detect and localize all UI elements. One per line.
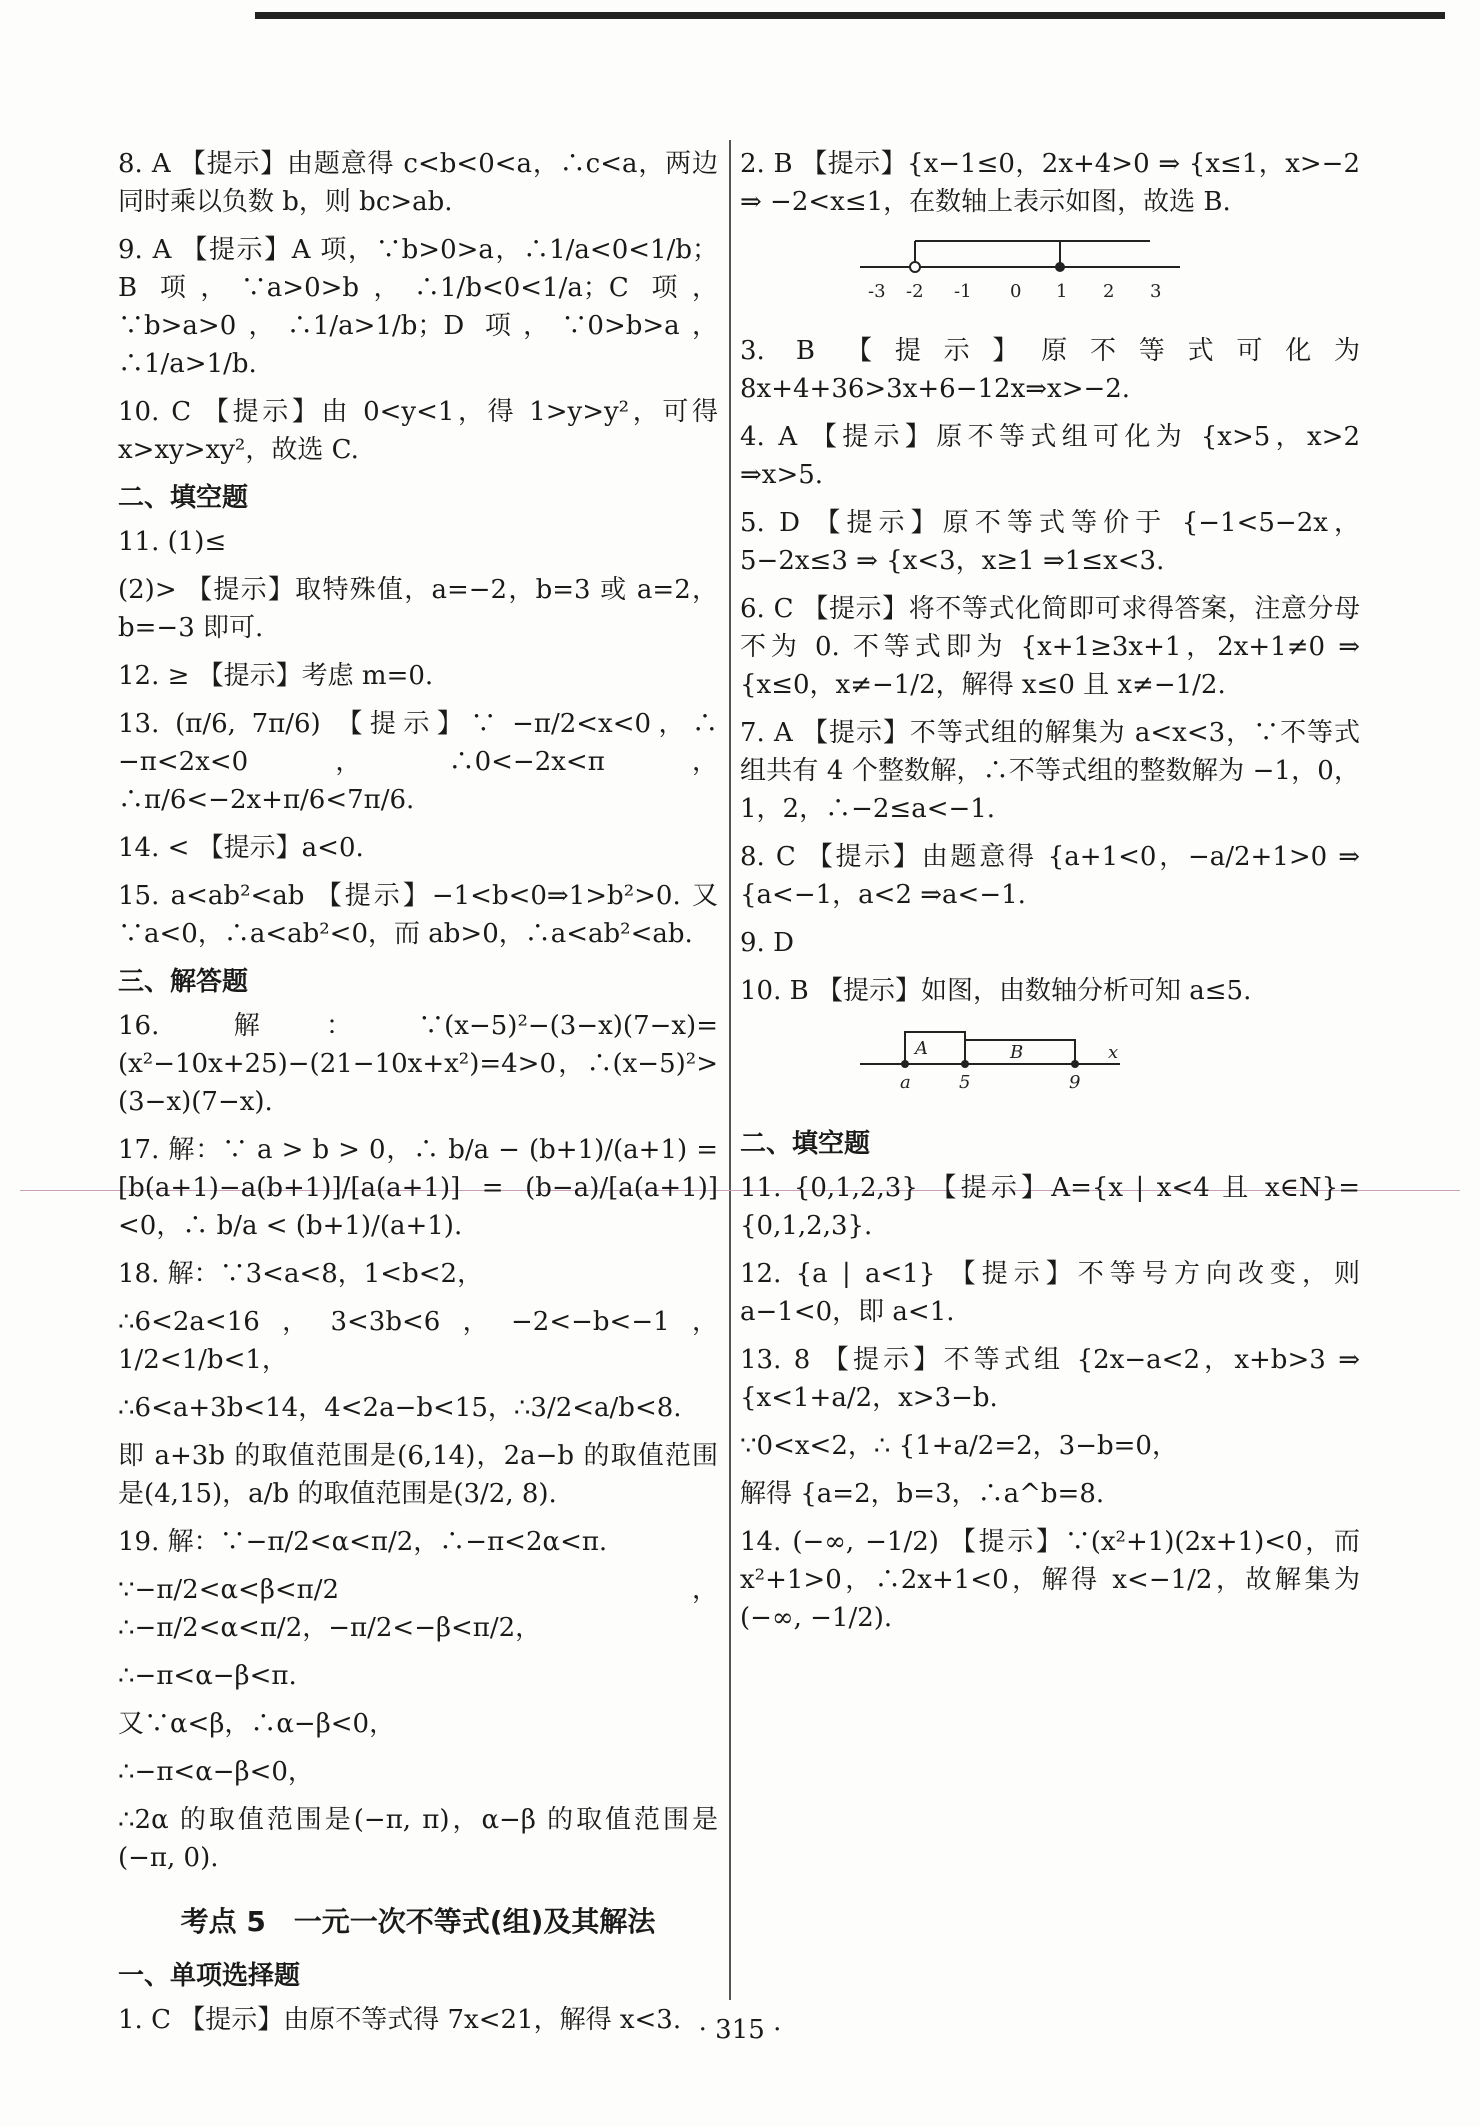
answer-1: 1. C 【提示】由原不等式得 7x<21，解得 x<3.	[118, 2005, 682, 2035]
answer-16: 16. 解：∵(x−5)²−(3−x)(7−x)=(x²−10x+25)−(21−10x+x²)=4>0，∴(x−5)²>(3−x)(7−x).	[118, 1011, 718, 1117]
label-9: 9	[1069, 1072, 1081, 1093]
answer-11a: 11. (1)≤	[118, 527, 227, 557]
answer-14: 14. (−∞, −1/2) 【提示】∵(x²+1)(2x+1)<0，而 x²+1>0，∴2x+1<0，解得 x<−1/2，故解集为(−∞, −1/2).	[740, 1527, 1360, 1633]
answer-18a: 18. 解：∵3<a<8，1<b<2，	[118, 1259, 484, 1289]
answer-9: 9. D	[740, 928, 794, 958]
answer-13c: 解得 {a=2，b=3，∴a^b=8.	[740, 1479, 1105, 1509]
answer-3: 3. B 【提示】原不等式可化为 8x+4+36>3x+6−12x⇒x>−2.	[740, 336, 1360, 404]
open-point	[910, 262, 920, 272]
tick-label: -3	[868, 281, 886, 302]
closed-point	[1055, 262, 1065, 272]
answer-17: 17. 解：∵ a > b > 0，∴ b/a − (b+1)/(a+1) = [b(a+1)−a(b+1)]/[a(a+1)] = (b−a)/[a(a+1)] <0，∴ b/a < (b+1)/(a+1).	[118, 1135, 718, 1241]
tick-label: 2	[1103, 281, 1115, 302]
answer-13: 13. (π/6, 7π/6) 【提示】∵ −π/2<x<0，∴ −π<2x<0，∴0<−2x<π，∴π/6<−2x+π/6<7π/6.	[118, 709, 718, 815]
answer-2: 2. B 【提示】{x−1≤0，2x+4>0 ⇒ {x≤1，x>−2 ⇒ −2<x≤1，在数轴上表示如图，故选 B.	[740, 149, 1360, 217]
answer-19e: ∴−π<α−β<0，	[118, 1757, 314, 1787]
answer-19a: 19. 解：∵−π/2<α<π/2，∴−π<2α<π.	[118, 1527, 608, 1557]
point-5	[961, 1060, 969, 1068]
label-set-a: A	[915, 1038, 928, 1059]
section-solve: 三、解答题	[118, 967, 249, 997]
tick-label: -1	[954, 281, 972, 302]
label-x: x	[1108, 1042, 1119, 1063]
answer-5: 5. D 【提示】原不等式等价于 {−1<5−2x，5−2x≤3 ⇒ {x<3，x≥1 ⇒1≤x<3.	[740, 508, 1360, 576]
label-a: a	[900, 1072, 911, 1093]
answer-9: 9. A 【提示】A 项，∵b>0>a，∴1/a<0<1/b；B 项，∵a>0>b，∴1/b<0<1/a；C 项，∵b>a>0，∴1/a>1/b；D 项，∵0>b>a，∴1/a>1/b.	[118, 235, 718, 379]
answer-8: 8. A 【提示】由题意得 c<b<0<a，∴c<a，两边同时乘以负数 b，则 bc>ab.	[118, 149, 718, 217]
set-a-box	[905, 1032, 965, 1064]
answer-19b: ∵−π/2<α<β<π/2，∴−π/2<α<π/2，−π/2<−β<π/2，	[118, 1575, 718, 1643]
answer-6: 6. C 【提示】将不等式化简即可求得答案，注意分母不为 0. 不等式即为 {x+1≥3x+1，2x+1≠0 ⇒ {x≤0，x≠−1/2，解得 x≤0 且 x≠−1/2.	[740, 594, 1360, 700]
answer-18c: ∴6<a+3b<14，4<2a−b<15，∴3/2<a/b<8.	[118, 1393, 682, 1423]
column-divider	[729, 140, 731, 2000]
answer-12: 12. ≥ 【提示】考虑 m=0.	[118, 661, 434, 691]
answer-14: 14. < 【提示】a<0.	[118, 833, 364, 863]
tick-label: -2	[906, 281, 924, 302]
answer-15: 15. a<ab²<ab 【提示】−1<b<0⇒1>b²>0. 又∵a<0，∴a<ab²<0，而 ab>0，∴a<ab²<ab.	[118, 881, 718, 949]
answer-11: 11. {0,1,2,3} 【提示】A={x | x<4 且 x∈N}={0,1,2,3}.	[740, 1173, 1360, 1241]
answer-13a: 13. 8 【提示】不等式组 {2x−a<2，x+b>3 ⇒ {x<1+a/2，x>3−b.	[740, 1345, 1360, 1413]
right-column	[740, 145, 1360, 1647]
tick-label: 0	[1010, 281, 1022, 302]
answer-18d: 即 a+3b 的取值范围是(6,14)，2a−b 的取值范围是(4,15)，a/b 的取值范围是(3/2, 8).	[118, 1441, 718, 1509]
answer-8: 8. C 【提示】由题意得 {a+1<0，−a/2+1>0 ⇒ {a<−1，a<2 ⇒a<−1.	[740, 842, 1360, 910]
section-fill-blank-right: 二、填空题	[740, 1129, 871, 1159]
topic-heading: 考点 5 一元一次不等式(组)及其解法	[180, 1905, 656, 1938]
label-set-b: B	[1010, 1042, 1024, 1063]
section-single-choice: 一、单项选择题	[118, 1961, 301, 1991]
section-fill-blank: 二、填空题	[118, 483, 249, 513]
tick-label: 3	[1150, 281, 1162, 302]
answer-11b: (2)> 【提示】取特殊值，a=−2，b=3 或 a=2，b=−3 即可.	[118, 575, 718, 643]
answer-12: 12. {a | a<1} 【提示】不等号方向改变，则 a−1<0，即 a<1.	[740, 1259, 1360, 1327]
answer-4: 4. A 【提示】原不等式组可化为 {x>5，x>2 ⇒x>5.	[740, 422, 1360, 490]
answer-18b: ∴6<2a<16，3<3b<6，−2<−b<−1，1/2<1/b<1，	[118, 1307, 718, 1375]
top-rule	[255, 12, 1445, 19]
answer-7: 7. A 【提示】不等式组的解集为 a<x<3，∵不等式组共有 4 个整数解，∴不等式组的整数解为 −1，0，1，2，∴−2≤a<−1.	[740, 718, 1360, 824]
number-line-1	[860, 237, 1200, 307]
page-number: · 315 ·	[698, 2015, 782, 2045]
answer-13b: ∵0<x<2，∴ {1+a/2=2，3−b=0，	[740, 1431, 1178, 1461]
point-a	[901, 1060, 909, 1068]
answer-19d: 又∵α<β，∴α−β<0，	[118, 1709, 396, 1739]
number-line-2	[860, 1026, 1140, 1096]
point-9	[1071, 1060, 1079, 1068]
answer-19c: ∴−π<α−β<π.	[118, 1661, 297, 1691]
left-column	[118, 145, 718, 2049]
answer-10: 10. C 【提示】由 0<y<1，得 1>y>y²，可得 x>xy>xy²，故选 C.	[118, 397, 718, 465]
answer-10: 10. B 【提示】如图，由数轴分析可知 a≤5.	[740, 976, 1252, 1006]
tick-label: 1	[1056, 281, 1068, 302]
label-5: 5	[959, 1072, 971, 1093]
answer-19f: ∴2α 的取值范围是(−π, π)，α−β 的取值范围是(−π, 0).	[118, 1805, 718, 1873]
